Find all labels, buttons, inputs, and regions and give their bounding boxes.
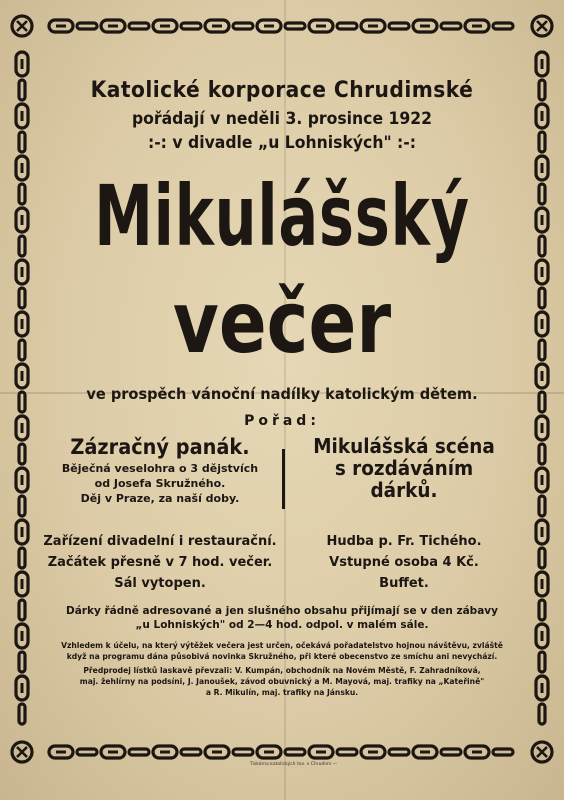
- chain-link: [16, 416, 28, 440]
- chain-link: [129, 23, 149, 29]
- chain-link: [129, 749, 149, 755]
- note-line: Předprodej lístků laskavě převzali: V. Kumpán, obchodník na Novém Městě, F. Zahradníková,: [83, 666, 481, 675]
- purpose-line: ve prospěch vánoční nadílky katolickým dětem.: [86, 385, 478, 403]
- chain-link: [257, 20, 281, 32]
- chain-link: [19, 704, 25, 724]
- chain-link: [465, 20, 489, 32]
- chain-corner-cross: [537, 747, 547, 757]
- printer-imprint: Tiskárna katolických tov. v Chrudimi —: [250, 762, 338, 767]
- chain-link: [19, 600, 25, 620]
- chain-link: [413, 746, 437, 758]
- chain-link: [233, 749, 253, 755]
- chain-link: [337, 749, 357, 755]
- chain-link: [49, 746, 73, 758]
- chain-link: [389, 749, 409, 755]
- chain-link: [19, 184, 25, 204]
- chain-link: [361, 20, 385, 32]
- chain-corner-cross: [537, 21, 547, 31]
- chain-link: [536, 260, 548, 284]
- program-right: [282, 435, 526, 527]
- chain-link: [536, 468, 548, 492]
- chain-link: [536, 364, 548, 388]
- chain-link: [536, 312, 548, 336]
- chain-link: [16, 624, 28, 648]
- chain-link: [536, 416, 548, 440]
- chain-link: [19, 132, 25, 152]
- chain-link: [19, 80, 25, 100]
- chain-link: [441, 749, 461, 755]
- chain-link: [493, 749, 513, 755]
- play-title: Zázračný panák.: [70, 435, 250, 459]
- chain-link: [441, 23, 461, 29]
- gifts-note-line: „u Lohniských" od 2—4 hod. odpol. v malém sále.: [135, 619, 429, 631]
- chain-link: [16, 208, 28, 232]
- play-description: [38, 461, 282, 506]
- chain-link: [19, 288, 25, 308]
- chain-link: [16, 52, 28, 76]
- chain-link: [153, 20, 177, 32]
- chain-link: [539, 496, 545, 516]
- chain-link: [361, 746, 385, 758]
- chain-link: [49, 20, 73, 32]
- info-line: Buffet.: [379, 576, 429, 591]
- chain-link: [16, 572, 28, 596]
- date-line: pořádají v neděli 3. prosince 1922: [131, 109, 433, 129]
- chain-link: [539, 132, 545, 152]
- chain-link: [19, 340, 25, 360]
- note-line: když na programu dána působivá novinka Skružného, při které obecenstvo ze smíchu ani nevychází.: [66, 652, 498, 661]
- chain-link: [413, 20, 437, 32]
- chain-link: [181, 23, 201, 29]
- organizer-heading: Katolické korporace Chrudimské: [90, 78, 474, 103]
- chain-corner-cross: [17, 21, 27, 31]
- chain-link: [16, 676, 28, 700]
- gifts-note: [38, 604, 526, 632]
- event-info: [38, 531, 526, 594]
- note-line: maj. žehlírny na podsíni, J. Janoušek, závod obuvnický a M. Mayová, maj. trafiky na „Kateřině": [79, 677, 485, 686]
- play-description-line: od Josefa Skružného.: [94, 477, 226, 490]
- chain-link: [19, 236, 25, 256]
- chain-link: [16, 364, 28, 388]
- chain-link: [16, 312, 28, 336]
- chain-link: [536, 104, 548, 128]
- chain-link: [539, 704, 545, 724]
- chain-link: [77, 23, 97, 29]
- gifts-note-line: Dárky řádně adresované a jen slušného obsahu přijímají se v den zábavy: [66, 605, 498, 617]
- chain-link: [233, 23, 253, 29]
- attendance-note: [38, 640, 526, 662]
- chain-link: [536, 156, 548, 180]
- chain-link: [77, 749, 97, 755]
- note-line: Vzhledem k účelu, na který výtěžek večera jest určen, očekává pořadatelstvo hojnou návštěvu, zvláště: [61, 641, 503, 650]
- presale-note: [38, 665, 526, 698]
- scene-line: Mikulášská scéna: [313, 434, 495, 458]
- chain-corner-ring: [532, 742, 552, 762]
- chain-link: [19, 392, 25, 412]
- chain-link: [19, 652, 25, 672]
- info-line: Zařízení divadelní i restaurační.: [43, 534, 277, 549]
- chain-link: [536, 624, 548, 648]
- chain-link: [465, 746, 489, 758]
- chain-link: [539, 340, 545, 360]
- chain-link: [539, 600, 545, 620]
- chain-link: [539, 288, 545, 308]
- chain-link: [16, 260, 28, 284]
- chain-link: [309, 20, 333, 32]
- chain-link: [539, 652, 545, 672]
- chain-corner-ring: [532, 16, 552, 36]
- program-heading: Pořad:: [244, 413, 320, 429]
- title-line-2: večer: [172, 273, 392, 373]
- note-line: a R. Mikulín, maj. trafiky na Jánsku.: [205, 688, 359, 697]
- chain-link: [153, 746, 177, 758]
- chain-link: [536, 676, 548, 700]
- chain-link: [389, 23, 409, 29]
- event-info-right: [282, 531, 526, 594]
- info-line: Sál vytopen.: [114, 576, 206, 591]
- chain-link: [309, 746, 333, 758]
- chain-link: [536, 572, 548, 596]
- chain-link: [16, 156, 28, 180]
- info-line: Hudba p. Fr. Tichého.: [326, 534, 482, 549]
- chain-corner-ring: [12, 16, 32, 36]
- chain-link: [536, 52, 548, 76]
- chain-link: [205, 20, 229, 32]
- chain-link: [536, 520, 548, 544]
- chain-link: [536, 208, 548, 232]
- fine-print: [38, 640, 526, 698]
- program-left: [38, 435, 282, 527]
- chain-link: [16, 520, 28, 544]
- chain-link: [539, 184, 545, 204]
- chain-link: [539, 80, 545, 100]
- event-info-left: [38, 531, 282, 594]
- chain-link: [493, 23, 513, 29]
- play-description-line: Běječná veselohra o 3 dějstvích: [61, 462, 259, 475]
- chain-corner-ring: [12, 742, 32, 762]
- chain-link: [19, 548, 25, 568]
- info-line: Vstupné osoba 4 Kč.: [329, 555, 479, 570]
- info-line: Začátek přesně v 7 hod. večer.: [47, 555, 273, 570]
- chain-corner-cross: [17, 747, 27, 757]
- chain-link: [16, 104, 28, 128]
- scene-line: s rozdáváním: [334, 456, 474, 480]
- chain-link: [539, 548, 545, 568]
- chain-link: [205, 746, 229, 758]
- chain-link: [285, 749, 305, 755]
- chain-link: [181, 749, 201, 755]
- chain-link: [257, 746, 281, 758]
- chain-link: [285, 23, 305, 29]
- chain-link: [19, 444, 25, 464]
- scene-line: dárků.: [370, 478, 438, 502]
- play-description-line: Děj v Praze, za naší doby.: [80, 492, 240, 505]
- program-columns: [38, 435, 526, 527]
- chain-link: [101, 746, 125, 758]
- chain-link: [16, 468, 28, 492]
- chain-link: [539, 392, 545, 412]
- title-line-1: Mikulášský: [94, 167, 470, 265]
- chain-link: [539, 444, 545, 464]
- chain-link: [539, 236, 545, 256]
- poster-content: [38, 60, 526, 701]
- chain-link: [101, 20, 125, 32]
- chain-link: [19, 496, 25, 516]
- chain-link: [337, 23, 357, 29]
- venue-line: :-: v divadle „u Lohniských" :-:: [147, 133, 417, 153]
- column-divider: [282, 449, 285, 509]
